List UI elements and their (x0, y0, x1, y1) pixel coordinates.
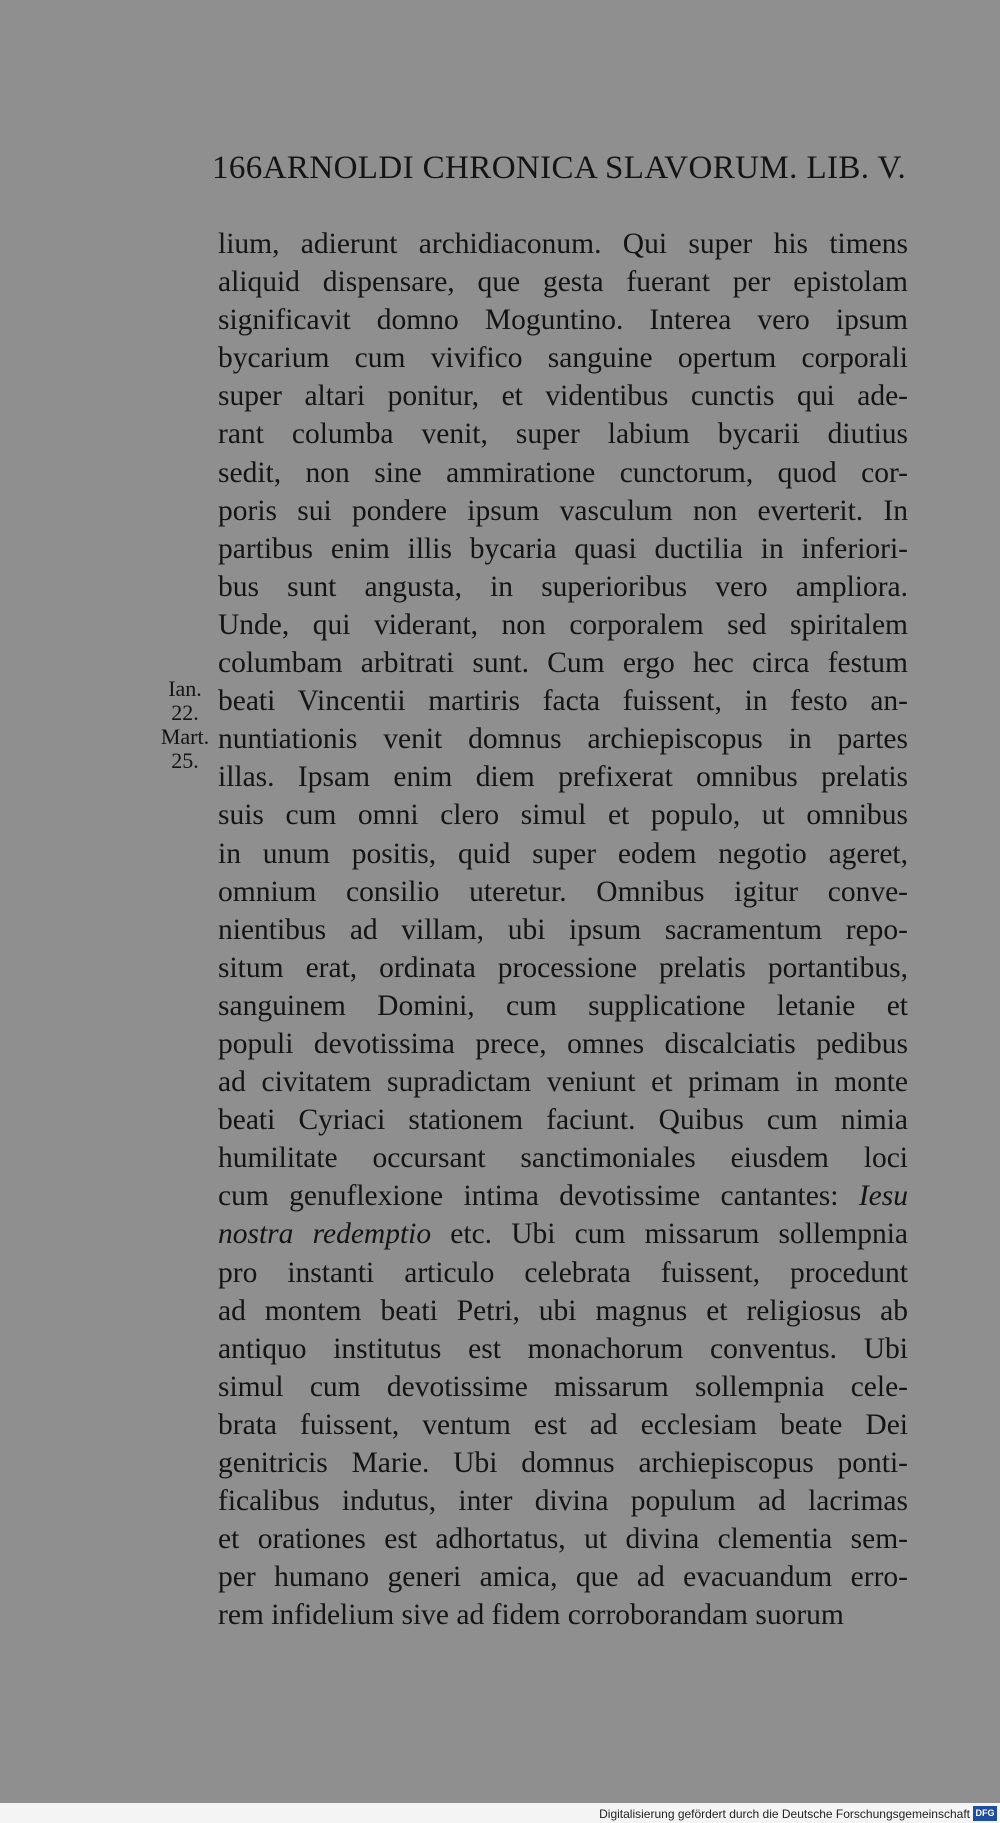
text-line: rem infidelium sive ad fidem corroborandam suorum (218, 1599, 844, 1632)
footer-bar (0, 1803, 1000, 1823)
text-line: Unde, qui viderant, non corporalem sed spiritalem (218, 608, 908, 641)
text-line: simul cum devotissime missarum sollempnia cele- (218, 1370, 908, 1403)
text-line: lium, adierunt archidiaconum. Qui super his timens (218, 228, 908, 260)
page-header (212, 150, 906, 187)
margin-note: 25. (171, 748, 199, 773)
italic-incipit: Iesu (858, 1180, 908, 1213)
text-line: ad civitatem supradictam veniunt et primam in monte (218, 1066, 908, 1099)
text-line: in unum positis, quid super eodem negotio ageret, (218, 837, 908, 870)
digitization-credit: Digitalisierung gefördert durch die Deutsche Forschungsgemeinschaft (599, 1807, 970, 1821)
text-line: nostra redemptio etc. Ubi cum missarum sollempnia (218, 1218, 908, 1251)
margin-note: 22. (171, 700, 199, 725)
page-number: 166 (212, 150, 263, 186)
text-line: populi devotissima prece, omnes discalciatis pedibus (218, 1027, 908, 1060)
text-line: illas. Ipsam enim diem prefixerat omnibus prelatis (218, 761, 908, 794)
text-line: nuntiationis venit domnus archiepiscopus in partes (218, 723, 908, 756)
text-line: aliquid dispensare, que gesta fuerant per epistolam (218, 266, 908, 299)
text-line: ficalibus indutus, inter divina populum ad lacrimas (218, 1485, 908, 1518)
text-line: et orationes est adhortatus, ut divina clementia sem- (218, 1523, 908, 1556)
body-text (218, 225, 908, 1634)
text-line: situm erat, ordinata processione prelatis portantibus, (218, 951, 908, 984)
text-line: columbam arbitrati sunt. Cum ergo hec circa festum (218, 647, 908, 680)
text-line: poris sui pondere ipsum vasculum non everterit. In (218, 494, 908, 527)
text-line: suis cum omni clero simul et populo, ut omnibus (218, 799, 908, 832)
text-line: ad montem beati Petri, ubi magnus et religiosus ab (218, 1294, 908, 1327)
text-line: sanguinem Domini, cum supplicatione letanie et (218, 989, 908, 1022)
text-line: significavit domno Moguntino. Interea vero ipsum (218, 304, 908, 337)
margin-note: Ian. (168, 676, 202, 701)
text-line: cum genuflexione intima devotissime cantantes: Iesu (218, 1180, 908, 1213)
text-line: omnium consilio uteretur. Omnibus igitur conve- (218, 875, 908, 908)
text-line: sedit, non sine ammiratione cunctorum, quod cor- (218, 456, 908, 489)
running-title: ARNOLDI CHRONICA SLAVORUM. LIB. V. (262, 150, 907, 186)
text-line: per humano generi amica, que ad evacuandum erro- (218, 1561, 908, 1594)
text-line: genitricis Marie. Ubi domnus archiepiscopus ponti- (218, 1447, 908, 1479)
text-line: bycarium cum vivifico sanguine opertum corporali (218, 342, 908, 375)
text-line: brata fuissent, ventum est ad ecclesiam beate Dei (218, 1408, 908, 1441)
text-line: beati Vincentii martiris facta fuissent, in festo an- (218, 685, 908, 718)
text-line: nientibus ad villam, ubi ipsum sacramentum repo- (218, 913, 908, 946)
text-line: partibus enim illis bycaria quasi ductilia in inferiori- (218, 532, 908, 565)
text-line: pro instanti articulo celebrata fuissent, procedunt (218, 1256, 908, 1289)
text-line: antiquo institutus est monachorum conventus. Ubi (218, 1332, 908, 1365)
margin-note: Mart. (160, 724, 210, 749)
text-line: super altari ponitur, et videntibus cunctis qui ade- (218, 380, 908, 413)
text-line: bus sunt angusta, in superioribus vero ampliora. (218, 570, 908, 603)
dfg-logo: DFG (973, 1806, 997, 1821)
text-line: humilitate occursant sanctimoniales eiusdem loci (218, 1142, 908, 1175)
text-line: beati Cyriaci stationem faciunt. Quibus cum nimia (218, 1104, 908, 1137)
text-line: rant columba venit, super labium bycarii diutius (218, 418, 908, 451)
italic-incipit: nostra redemptio (218, 1218, 432, 1251)
margin-notes (150, 677, 220, 773)
